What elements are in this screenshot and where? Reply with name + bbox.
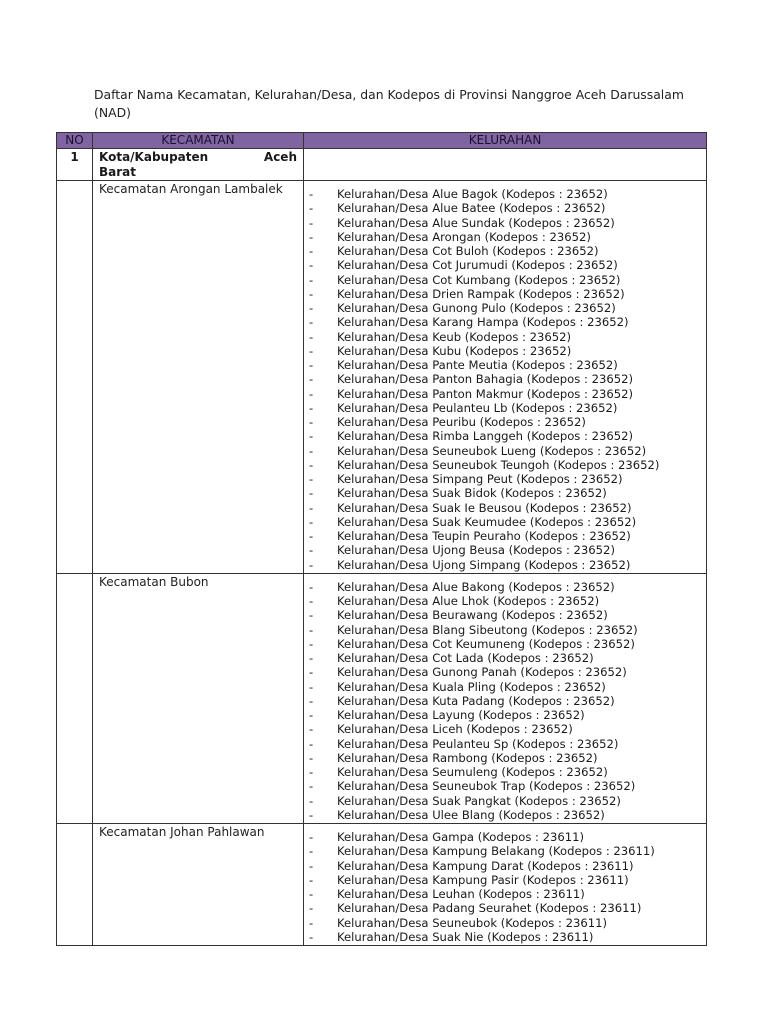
bullet-dash: - bbox=[309, 736, 314, 751]
kecamatan-row bbox=[57, 824, 707, 946]
bullet-dash: - bbox=[309, 722, 314, 737]
kecamatan-name: Kecamatan Johan Pahlawan bbox=[93, 824, 304, 946]
kelurahan-entry: Kelurahan/Desa Kuala Pling (Kodepos : 23652) bbox=[337, 679, 606, 694]
kelurahan-entry: Kelurahan/Desa Rambong (Kodepos : 23652) bbox=[337, 750, 598, 765]
bullet-dash: - bbox=[309, 429, 314, 444]
kecamatan-name: Kecamatan Bubon bbox=[93, 573, 304, 823]
list-item bbox=[304, 844, 706, 858]
list-item bbox=[304, 751, 706, 765]
list-item bbox=[304, 258, 706, 272]
bullet-dash: - bbox=[309, 608, 314, 623]
kelurahan-entry: Kelurahan/Desa Blang Sibeutong (Kodepos : 23652) bbox=[337, 622, 638, 637]
kelurahan-entry: Kelurahan/Desa Alue Lhok (Kodepos : 23652) bbox=[337, 594, 600, 608]
kelurahan-entry: Kelurahan/Desa Suak Pangkat (Kodepos : 23652) bbox=[337, 793, 621, 808]
list-item bbox=[304, 794, 706, 808]
list-item bbox=[304, 887, 706, 901]
bullet-dash: - bbox=[309, 329, 314, 344]
kelurahan-entry: Kelurahan/Desa Rimba Langgeh (Kodepos : 23652) bbox=[337, 429, 634, 444]
list-item bbox=[304, 301, 706, 315]
bullet-dash: - bbox=[309, 400, 314, 415]
kelurahan-entry: Kelurahan/Desa Alue Sundak (Kodepos : 23652) bbox=[337, 215, 615, 230]
kelurahan-entry: Kelurahan/Desa Gampa (Kodepos : 23611) bbox=[337, 830, 585, 844]
list-item bbox=[304, 429, 706, 443]
header-kelurahan: KELURAHAN bbox=[304, 133, 707, 149]
kelurahan-entry: Kelurahan/Desa Alue Bakong (Kodepos : 23652) bbox=[337, 579, 615, 594]
bullet-dash: - bbox=[309, 793, 314, 808]
kecamatan-row bbox=[57, 181, 707, 574]
kelurahan-cell bbox=[304, 181, 707, 574]
bullet-dash: - bbox=[309, 901, 314, 916]
bullet-dash: - bbox=[309, 272, 314, 287]
kelurahan-entry: Kelurahan/Desa Alue Bagok (Kodepos : 23652) bbox=[337, 187, 608, 201]
kelurahan-entry: Kelurahan/Desa Cot Kumbang (Kodepos : 23652) bbox=[337, 272, 621, 287]
list-item bbox=[304, 543, 706, 557]
bullet-dash: - bbox=[309, 286, 314, 301]
bullet-dash: - bbox=[309, 258, 314, 273]
bullet-dash: - bbox=[309, 301, 314, 315]
list-item bbox=[304, 415, 706, 429]
kelurahan-entry: Kelurahan/Desa Suak Ie Beusou (Kodepos : 23652) bbox=[337, 500, 632, 515]
kelurahan-cell bbox=[304, 573, 707, 823]
bullet-dash: - bbox=[309, 693, 314, 708]
kelurahan-entry: Kelurahan/Desa Padang Seurahet (Kodepos : 23611) bbox=[337, 901, 642, 916]
kecamatan-name: Kecamatan Arongan Lambalek bbox=[93, 181, 304, 574]
kelurahan-entry: Kelurahan/Desa Cot Lada (Kodepos : 23652) bbox=[337, 651, 594, 665]
section-kabupaten bbox=[93, 149, 304, 181]
bullet-dash: - bbox=[309, 415, 314, 429]
list-item bbox=[304, 372, 706, 386]
list-item bbox=[304, 401, 706, 415]
kelurahan-entry: Kelurahan/Desa Teupin Peuraho (Kodepos : 23652) bbox=[337, 529, 631, 543]
header-no: NO bbox=[57, 133, 93, 149]
list-item bbox=[304, 187, 706, 201]
bullet-dash: - bbox=[309, 887, 314, 901]
list-item bbox=[304, 765, 706, 779]
bullet-dash: - bbox=[309, 557, 314, 572]
bullet-dash: - bbox=[309, 386, 314, 401]
list-item bbox=[304, 680, 706, 694]
kelurahan-entry: Kelurahan/Desa Panton Makmur (Kodepos : 23652) bbox=[337, 386, 634, 401]
kelurahan-entry: Kelurahan/Desa Cot Jurumudi (Kodepos : 23652) bbox=[337, 258, 618, 273]
list-item bbox=[304, 358, 706, 372]
kelurahan-entry: Kelurahan/Desa Kampung Pasir (Kodepos : 23611) bbox=[337, 872, 629, 887]
list-item bbox=[304, 273, 706, 287]
kelurahan-entry: Kelurahan/Desa Kuta Padang (Kodepos : 23652) bbox=[337, 693, 615, 708]
bullet-dash: - bbox=[309, 622, 314, 637]
kelurahan-entry: Kelurahan/Desa Ujong Beusa (Kodepos : 23652) bbox=[337, 543, 615, 558]
bullet-dash: - bbox=[309, 750, 314, 765]
kelurahan-entry: Kelurahan/Desa Peuribu (Kodepos : 23652) bbox=[337, 415, 586, 429]
bullet-dash: - bbox=[309, 807, 314, 822]
list-item bbox=[304, 216, 706, 230]
kelurahan-entry: Kelurahan/Desa Simpang Peut (Kodepos : 23652) bbox=[337, 472, 623, 486]
kabupaten-name-line1: Kota/Kabupaten Aceh bbox=[99, 150, 297, 164]
bullet-dash: - bbox=[309, 529, 314, 543]
kelurahan-entry: Kelurahan/Desa Beurawang (Kodepos : 23652) bbox=[337, 608, 608, 623]
kelurahan-list bbox=[304, 181, 706, 573]
bullet-dash: - bbox=[309, 594, 314, 608]
bullet-dash: - bbox=[309, 765, 314, 779]
kelurahan-entry: Kelurahan/Desa Ulee Blang (Kodepos : 23652) bbox=[337, 807, 605, 822]
kelurahan-cell bbox=[304, 824, 707, 946]
kelurahan-entry: Kelurahan/Desa Karang Hampa (Kodepos : 23652) bbox=[337, 315, 629, 330]
document-title: Daftar Nama Kecamatan, Kelurahan/Desa, dan Kodepos di Provinsi Nanggroe Aceh Darussalam (NAD) bbox=[94, 87, 684, 120]
kelurahan-entry: Kelurahan/Desa Pante Meutia (Kodepos : 23652) bbox=[337, 358, 618, 372]
bullet-dash: - bbox=[309, 187, 314, 201]
header-kecamatan: KECAMATAN bbox=[93, 133, 304, 149]
bullet-dash: - bbox=[309, 315, 314, 330]
kelurahan-entry: Kelurahan/Desa Kubu (Kodepos : 23652) bbox=[337, 343, 572, 358]
bullet-dash: - bbox=[309, 651, 314, 665]
kelurahan-entry: Kelurahan/Desa Suak Bidok (Kodepos : 23652) bbox=[337, 486, 607, 501]
table-header-row bbox=[57, 133, 707, 149]
list-item bbox=[304, 737, 706, 751]
kelurahan-entry: Kelurahan/Desa Alue Batee (Kodepos : 23652) bbox=[337, 201, 606, 216]
kelurahan-entry: Kelurahan/Desa Liceh (Kodepos : 23652) bbox=[337, 722, 573, 737]
list-item bbox=[304, 201, 706, 215]
bullet-dash: - bbox=[309, 472, 314, 486]
list-item bbox=[304, 344, 706, 358]
list-item bbox=[304, 580, 706, 594]
list-item bbox=[304, 486, 706, 500]
kelurahan-entry: Kelurahan/Desa Layung (Kodepos : 23652) bbox=[337, 708, 585, 722]
bullet-dash: - bbox=[309, 500, 314, 515]
list-item bbox=[304, 859, 706, 873]
kelurahan-entry: Kelurahan/Desa Seuneubok Teungoh (Kodepos : 23652) bbox=[337, 457, 660, 472]
list-item bbox=[304, 708, 706, 722]
list-item bbox=[304, 916, 706, 930]
bullet-dash: - bbox=[309, 358, 314, 372]
bullet-dash: - bbox=[309, 229, 314, 244]
kelurahan-list bbox=[304, 824, 706, 945]
list-item bbox=[304, 472, 706, 486]
kelurahan-entry: Kelurahan/Desa Cot Keumuneng (Kodepos : 23652) bbox=[337, 636, 635, 651]
list-item bbox=[304, 779, 706, 793]
kelurahan-entry: Kelurahan/Desa Arongan (Kodepos : 23652) bbox=[337, 229, 591, 244]
bullet-dash: - bbox=[309, 872, 314, 887]
list-item bbox=[304, 287, 706, 301]
list-item bbox=[304, 637, 706, 651]
bullet-dash: - bbox=[309, 636, 314, 651]
bullet-dash: - bbox=[309, 915, 314, 930]
kecamatan-row bbox=[57, 573, 707, 823]
list-item bbox=[304, 244, 706, 258]
kelurahan-entry: Kelurahan/Desa Seuneubok Trap (Kodepos : 23652) bbox=[337, 779, 636, 794]
kelurahan-entry: Kelurahan/Desa Suak Nie (Kodepos : 23611) bbox=[337, 929, 594, 944]
kelurahan-entry: Kelurahan/Desa Seumuleng (Kodepos : 23652) bbox=[337, 765, 608, 779]
kelurahan-entry: Kelurahan/Desa Cot Buloh (Kodepos : 23652) bbox=[337, 244, 599, 258]
kelurahan-entry: Kelurahan/Desa Suak Keumudee (Kodepos : 23652) bbox=[337, 514, 637, 529]
list-item bbox=[304, 830, 706, 844]
bullet-dash: - bbox=[309, 543, 314, 558]
kelurahan-entry: Kelurahan/Desa Ujong Simpang (Kodepos : 23652) bbox=[337, 557, 631, 572]
bullet-dash: - bbox=[309, 679, 314, 694]
bullet-dash: - bbox=[309, 443, 314, 458]
list-item bbox=[304, 873, 706, 887]
bullet-dash: - bbox=[309, 457, 314, 472]
kelurahan-entry: Kelurahan/Desa Seuneubok Lueng (Kodepos : 23652) bbox=[337, 443, 647, 458]
list-item bbox=[304, 315, 706, 329]
bullet-dash: - bbox=[309, 830, 314, 844]
bullet-dash: - bbox=[309, 215, 314, 230]
bullet-dash: - bbox=[309, 372, 314, 387]
list-item bbox=[304, 901, 706, 915]
list-item bbox=[304, 608, 706, 622]
kelurahan-entry: Kelurahan/Desa Peulanteu Sp (Kodepos : 23652) bbox=[337, 736, 619, 751]
list-item bbox=[304, 558, 706, 572]
list-item bbox=[304, 930, 706, 944]
list-item bbox=[304, 808, 706, 822]
list-item bbox=[304, 651, 706, 665]
section-number: 1 bbox=[57, 149, 93, 181]
row-number-empty bbox=[57, 573, 93, 823]
section-row bbox=[57, 149, 707, 181]
list-item bbox=[304, 387, 706, 401]
list-item bbox=[304, 529, 706, 543]
kelurahan-entry: Kelurahan/Desa Kampung Belakang (Kodepos : 23611) bbox=[337, 844, 655, 859]
list-item bbox=[304, 722, 706, 736]
bullet-dash: - bbox=[309, 665, 314, 680]
bullet-dash: - bbox=[309, 343, 314, 358]
list-item bbox=[304, 515, 706, 529]
bullet-dash: - bbox=[309, 514, 314, 529]
list-item bbox=[304, 694, 706, 708]
bullet-dash: - bbox=[309, 929, 314, 944]
section-kelurahan-empty bbox=[304, 149, 707, 181]
kelurahan-entry: Kelurahan/Desa Panton Bahagia (Kodepos : 23652) bbox=[337, 372, 633, 387]
bullet-dash: - bbox=[309, 486, 314, 501]
kelurahan-entry: Kelurahan/Desa Drien Rampak (Kodepos : 23652) bbox=[337, 286, 625, 301]
kelurahan-entry: Kelurahan/Desa Peulanteu Lb (Kodepos : 23652) bbox=[337, 400, 618, 415]
bullet-dash: - bbox=[309, 244, 314, 258]
kelurahan-list bbox=[304, 574, 706, 823]
list-item bbox=[304, 330, 706, 344]
bullet-dash: - bbox=[309, 779, 314, 794]
bullet-dash: - bbox=[309, 858, 314, 873]
bullet-dash: - bbox=[309, 844, 314, 859]
kabupaten-name-line2: Barat bbox=[99, 165, 136, 179]
kelurahan-entry: Kelurahan/Desa Kampung Darat (Kodepos : 23611) bbox=[337, 858, 634, 873]
kecamatan-kelurahan-table bbox=[56, 132, 707, 946]
kelurahan-entry: Kelurahan/Desa Seuneubok (Kodepos : 23611) bbox=[337, 915, 608, 930]
kelurahan-entry: Kelurahan/Desa Gunong Panah (Kodepos : 23652) bbox=[337, 665, 627, 680]
list-item bbox=[304, 501, 706, 515]
bullet-dash: - bbox=[309, 708, 314, 722]
row-number-empty bbox=[57, 824, 93, 946]
kelurahan-entry: Kelurahan/Desa Keub (Kodepos : 23652) bbox=[337, 329, 572, 344]
list-item bbox=[304, 623, 706, 637]
bullet-dash: - bbox=[309, 579, 314, 594]
list-item bbox=[304, 444, 706, 458]
list-item bbox=[304, 230, 706, 244]
kelurahan-entry: Kelurahan/Desa Gunong Pulo (Kodepos : 23652) bbox=[337, 301, 616, 315]
row-number-empty bbox=[57, 181, 93, 574]
list-item bbox=[304, 594, 706, 608]
list-item bbox=[304, 665, 706, 679]
bullet-dash: - bbox=[309, 201, 314, 216]
kelurahan-entry: Kelurahan/Desa Leuhan (Kodepos : 23611) bbox=[337, 887, 585, 901]
list-item bbox=[304, 458, 706, 472]
